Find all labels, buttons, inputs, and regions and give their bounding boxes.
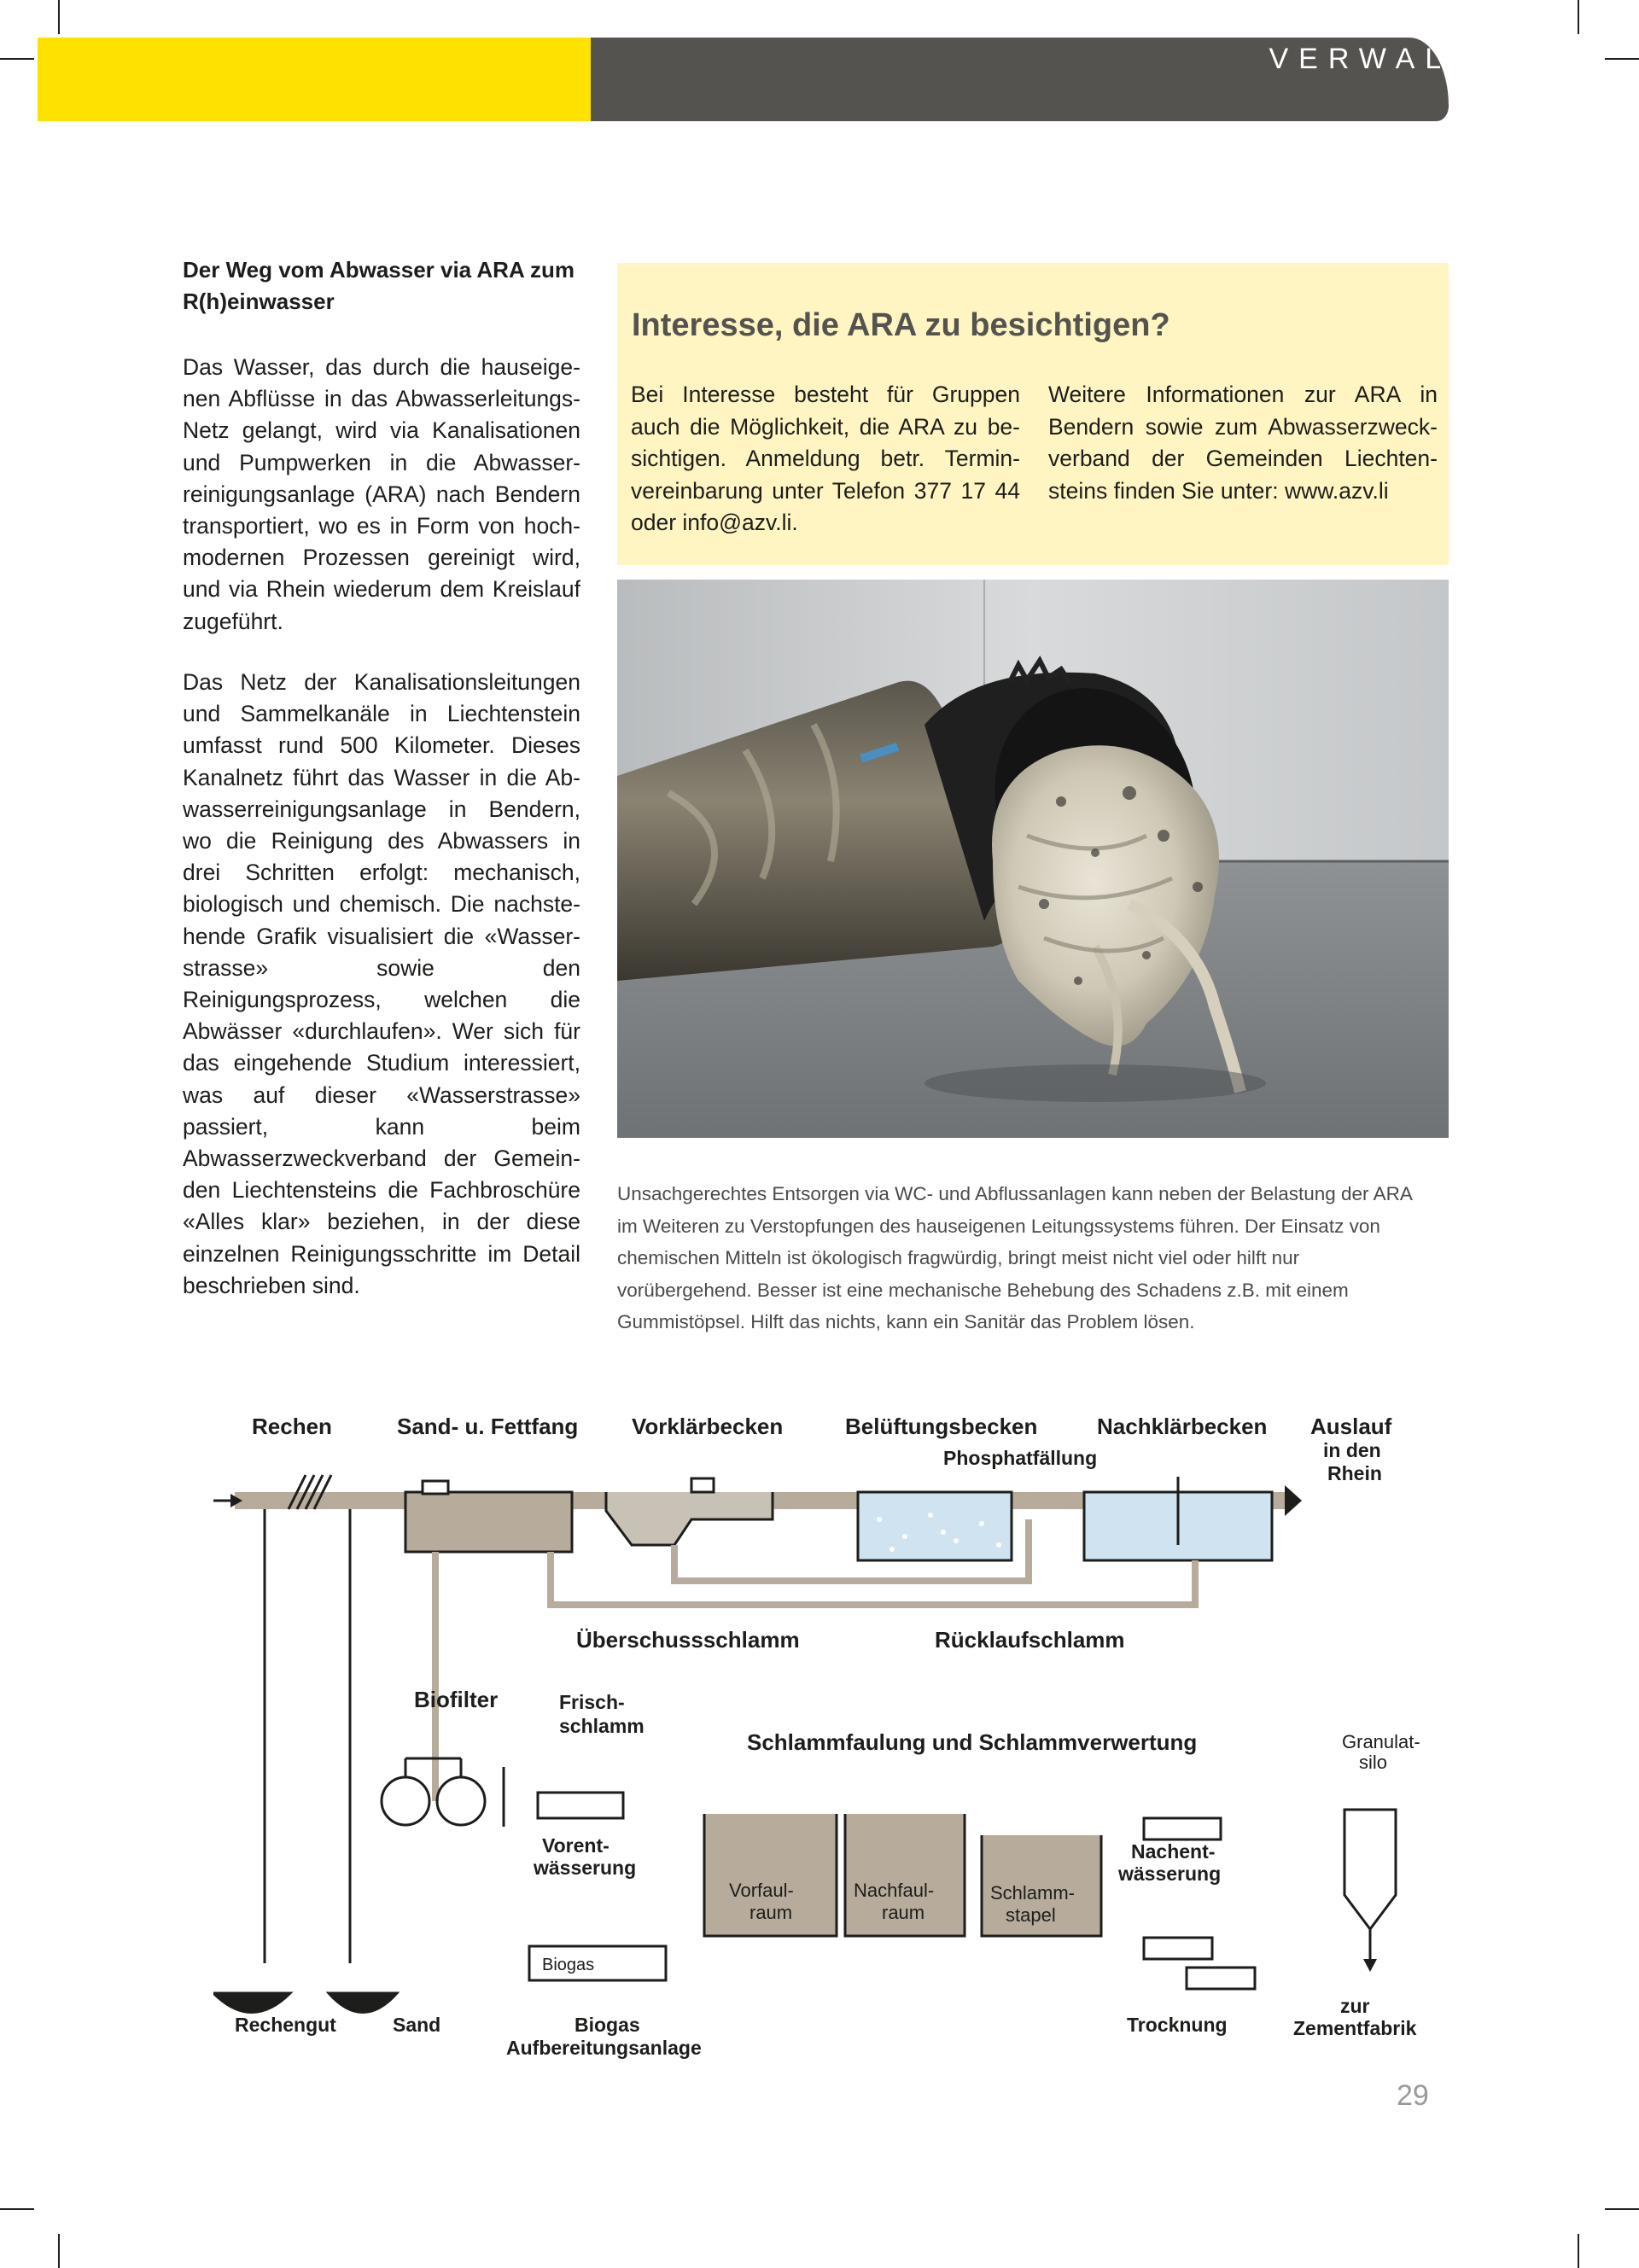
- info-box-text-right: Weitere Informationen zur ARA in Bendern sowie zum Abwasserzweckverband der Gemeinden Liechtensteins finden Sie unter: www.azv.li: [1048, 382, 1438, 504]
- label-vorklaerbecken: Vorklärbecken: [632, 1414, 784, 1439]
- article-paragraph: Das Wasser, das durch die hauseigenen Abflüsse in das Abwasserleitungs-Netz gelangt, wird via Kanalisationen und Pumpwerken in die Abwasserreinigungsanlage (ARA) nach Bendern transportiert, wo es in Form von hochmodernen Prozessen gereinigt wird, und via Rhein wiederum dem Kreislauf zugeführt.: [183, 354, 580, 634]
- crop-mark: [0, 58, 34, 60]
- label-biofilter: Biofilter: [414, 1687, 499, 1712]
- label-ueberschussschlamm: Überschussschlamm: [576, 1627, 800, 1653]
- info-box: [617, 263, 1449, 565]
- label-auslauf-3: Rhein: [1327, 1462, 1382, 1484]
- label-schlammstapel-2: stapel: [1006, 1904, 1056, 1926]
- label-rechen: Rechen: [252, 1414, 332, 1439]
- info-box-text-left: Bei Interesse besteht für Gruppen auch die Möglichkeit, die ARA zu besichtigen. Anmeldung betr. Terminvereinbarung unter Telefon 377 17 44 oder info@azv.li.: [631, 382, 1020, 535]
- label-sand: Sand: [393, 2014, 441, 2036]
- label-rechengut: Rechengut: [235, 2014, 336, 2036]
- page-number: 29: [1397, 2079, 1429, 2112]
- label-vorentwaesserung: Vorent-: [542, 1834, 610, 1857]
- crop-mark: [1605, 2208, 1639, 2210]
- crop-mark: [0, 2208, 34, 2210]
- label-auslauf-2: in den: [1323, 1439, 1381, 1461]
- section-label: VERWALTUNG: [1269, 43, 1572, 75]
- label-schlammstapel: Schlamm-: [990, 1882, 1076, 1904]
- ara-process-diagram: [213, 1400, 1443, 2083]
- label-nachklaerbecken: Nachklärbecken: [1097, 1414, 1268, 1439]
- label-vorentwaesserung-2: wässerung: [534, 1857, 637, 1879]
- crop-mark: [58, 2234, 60, 2268]
- label-nachentwaesserung: Nachent-: [1131, 1840, 1216, 1863]
- label-vorfaulraum-2: raum: [750, 1902, 793, 1923]
- label-biogas-box: Biogas: [542, 1956, 595, 1974]
- label-granulatsilo: Granulat-: [1342, 1731, 1420, 1752]
- label-auslauf: Auslauf: [1310, 1414, 1392, 1439]
- label-nachfaulraum-2: raum: [882, 1902, 925, 1923]
- label-nachentwaesserung-2: wässerung: [1118, 1863, 1222, 1885]
- label-nachfaulraum: Nachfaul-: [854, 1880, 935, 1901]
- label-granulatsilo-2: silo: [1359, 1752, 1388, 1773]
- label-sandfang: Sand- u. Fettfang: [397, 1414, 579, 1439]
- label-zementfabrik: Zementfabrik: [1293, 2017, 1417, 2039]
- photo-caption: Unsachgerechtes Entsorgen via WC- und Abflussanlagen kann neben der Belastung der ARA im Weiteren zu Verstopfungen des hauseigenen Leitungssystems führen. Der Einsatz von chemischen Mitteln ist ökologisch fragwürdig, bringt meist nicht viel oder hilft nur vorübergehend. Besser ist eine mechanische Behebung des Schadens z.B. mit einem Gummistöpsel. Hilft das nichts, kann ein Sanitär das Problem lösen.: [617, 1183, 1412, 1333]
- label-ruecklaufschlamm: Rücklaufschlamm: [935, 1627, 1125, 1653]
- crop-mark: [1605, 58, 1639, 60]
- label-biogas: Biogas: [575, 2014, 640, 2036]
- article-heading: Der Weg vom Abwasser via ARA zum R(h)einwasser: [183, 257, 575, 314]
- label-frischschlamm-2: schlamm: [559, 1715, 645, 1737]
- label-phosphatfaellung: Phosphatfällung: [943, 1447, 1098, 1469]
- label-aufbereitungsanlage: Aufbereitungsanlage: [506, 2037, 702, 2059]
- label-vorfaulraum: Vorfaul-: [729, 1880, 794, 1901]
- label-trocknung: Trocknung: [1127, 2014, 1228, 2036]
- header-accent-bar: [38, 38, 591, 121]
- label-frischschlamm: Frisch-: [559, 1691, 625, 1713]
- info-box-title: Interesse, die ARA zu besichtigen?: [632, 307, 1170, 343]
- label-belueftungsbecken: Belüftungsbecken: [845, 1414, 1038, 1439]
- article-paragraph: Das Netz der Kanalisationsleitungen und Sammelkanäle in Liechtenstein umfasst rund 500 Kilometer. Dieses Kanalnetz führt das Wasser in die Abwasserreinigungsanlage in Bendern, wo die Reinigung des Abwassers in drei Schritten erfolgt: mechanisch, biologisch und chemisch. Die nachstehende Grafik visualisiert die «Wasserstrasse» sowie den Reinigungsprozess, welchen die Abwässer «durchlaufen». Wer sich für das eingehende Studium interessiert, was auf dieser «Wasserstrasse» passiert, kann beim Abwasserzweckverband der Gemeinden Liechtensteins die Fachbroschüre «Alles klar» beziehen, in der diese einzelnen Reinigungsschritte im Detail beschrieben sind.: [183, 669, 580, 1298]
- label-schlammfaulung: Schlammfaulung und Schlammverwertung: [747, 1729, 1198, 1755]
- clogged-pipe-photo: [617, 580, 1449, 1138]
- label-zur: zur: [1340, 1995, 1370, 2017]
- crop-mark: [1578, 2234, 1579, 2268]
- crop-mark: [58, 0, 60, 34]
- crop-mark: [1578, 0, 1579, 34]
